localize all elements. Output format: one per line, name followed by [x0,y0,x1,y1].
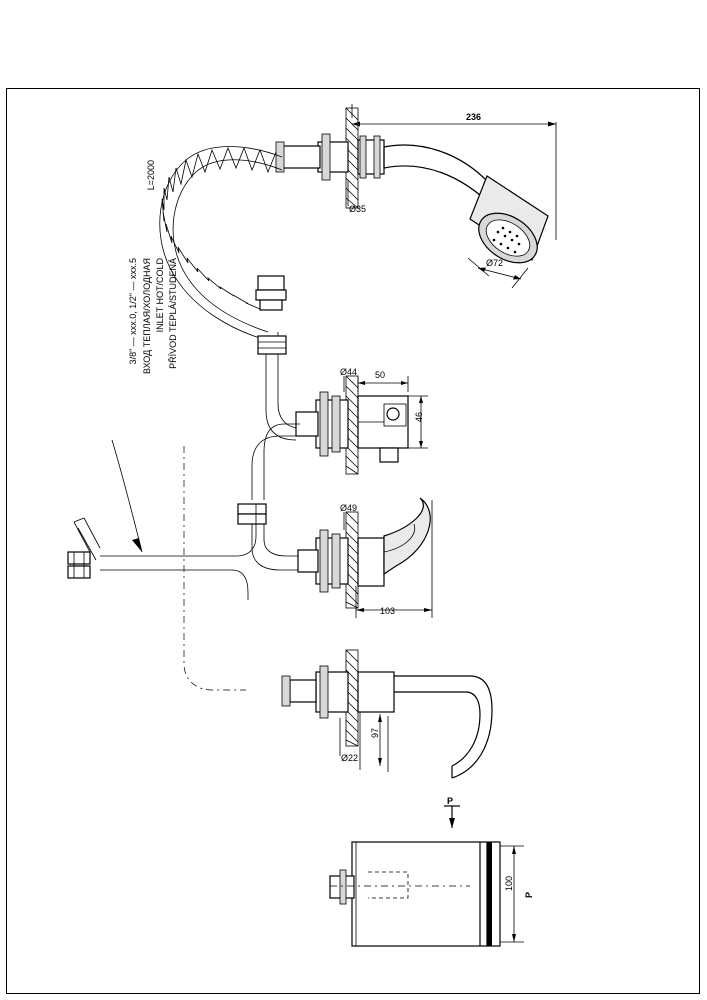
flexible-hose [160,146,300,440]
dim-flange-dia-upper: Ø44 [340,367,358,377]
shower-head [470,176,548,273]
dim-spout-projection: 97 [370,728,380,739]
inlet-line-2: INLET HOT/COLD [155,258,165,333]
hose-length-label: L=2000 [146,160,156,191]
inlet-line-4: 3/8" — xxx.0, 1/2" — xxx.5 [128,258,138,365]
dim-section-height: 100 [504,876,514,892]
spout-nozzle [384,498,430,574]
dim-flange-dia-mid: Ø49 [340,503,358,513]
hose-coupling-upper [258,276,284,290]
dim-hose-connector-dia: Ø35 [349,204,367,214]
section-mark-bottom: P [524,892,534,899]
inlet-union-a [68,552,90,564]
inlet-line-3: ВХОД ТЕПЛАЯ/ХОЛОДНАЯ [142,258,152,374]
diverter-knob [380,448,398,462]
lower-outlet-group [232,650,492,778]
spout-group [252,498,432,672]
hand-shower-group [276,104,556,288]
section-mark-top: P [447,796,454,806]
dim-overall-length-top: 236 [466,112,482,122]
dim-shower-head-dia: Ø72 [486,258,504,268]
inlet-line-1: PŘÍVOD TEPLÁ/STUDENÁ [168,258,178,369]
dim-body-width: 50 [375,370,386,380]
inlet-union-b [68,566,90,578]
hose-coupling-lower [258,336,286,354]
inlet-pipes [68,440,256,690]
dim-body-height: 46 [414,412,424,423]
dim-spout-length: 103 [380,606,396,616]
section-view-pp [330,806,524,946]
dim-pipe-dia: Ø22 [341,753,359,763]
